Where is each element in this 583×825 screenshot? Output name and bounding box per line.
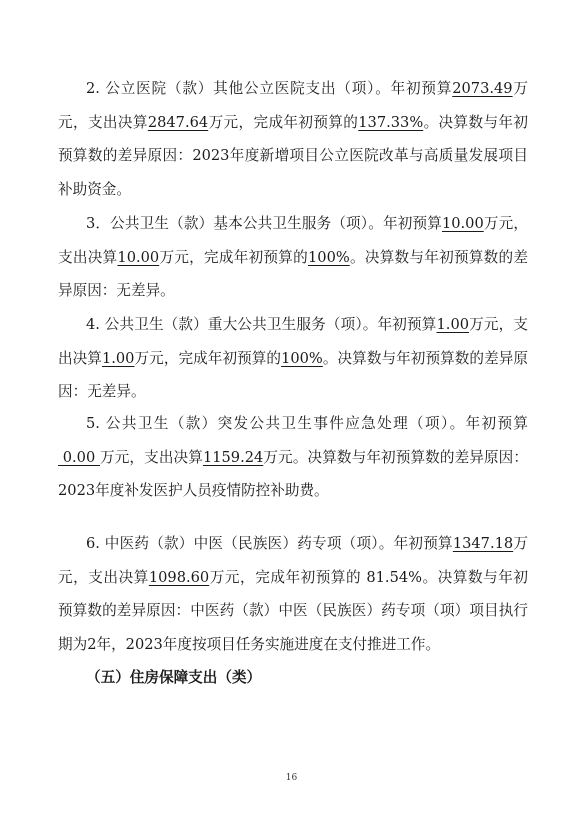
budget-value: 10.00 [441,215,484,232]
budget-value: 1.00 [436,316,470,333]
paragraph-public-hospital-other [58,72,528,206]
completion-rate: 100% [281,349,323,367]
text: 万元，支出决算 [58,535,528,586]
text: 万元，完成年初预算的 [208,113,359,131]
text: 万元，支出决算 [58,316,528,367]
text: 万元，完成年初预算的 81.54%。决算数与年初预算数的差异原因：中医药（款）中医（民族医）药专项（项）项目执行期为2年，2023年度按项目任务实施进度在支付推进工作。 [58,568,528,653]
text: 3．公共卫生（款）基本公共卫生服务（项）。年初预算 [86,215,442,232]
paragraph-basic-public-health [58,207,528,308]
paragraph-major-public-health [58,308,528,409]
actual-value: 10.00 [117,248,160,266]
text: 6. 中医药（款）中医（民族医）药专项（项）。年初预算 [86,535,453,552]
text: 万元，完成年初预算的 [159,248,308,266]
actual-value: 1.00 [101,349,135,367]
page-number: 16 [285,773,298,783]
budget-value: 0.00 [58,448,100,466]
paragraph-emergency-public-health [58,407,528,508]
actual-value: 2847.64 [147,113,209,131]
text: 万元，完成年初预算的 [134,349,282,367]
text: 5. 公共卫生（款）突发公共卫生事件应急处理（项）。年初预算 [86,415,528,432]
text: 万元，支出决算 [58,80,528,131]
text: 万元，支出决算 [100,448,203,466]
completion-rate: 100% [308,248,350,266]
text: 。决算数与年初预算数的差异原因：无差异。 [58,248,528,299]
text: 4. 公共卫生（款）重大公共卫生服务（项）。年初预算 [86,316,437,333]
budget-value: 2073.49 [452,80,513,97]
section-heading: （五）住房保障支出（类） [86,669,262,686]
text: 。决算数与年初预算数的差异原因：无差异。 [58,349,528,400]
actual-value: 1098.60 [148,568,210,586]
text: 2. 公立医院（款）其他公立医院支出（项）。年初预算 [86,80,453,97]
completion-rate: 137.33% [358,113,424,131]
paragraph-tcm-special [58,527,528,661]
budget-value: 1347.18 [452,535,514,552]
text: 万元。决算数与年初预算数的差异原因：2023年度补发医护人员疫情防控补助费。 [58,448,528,499]
actual-value: 1159.24 [202,448,264,466]
text: 。决算数与年初预算数的差异原因：2023年度新增项目公立医院改革与高质量发展项目补助资金。 [58,113,528,198]
text: 万元，支出决算 [58,215,528,266]
